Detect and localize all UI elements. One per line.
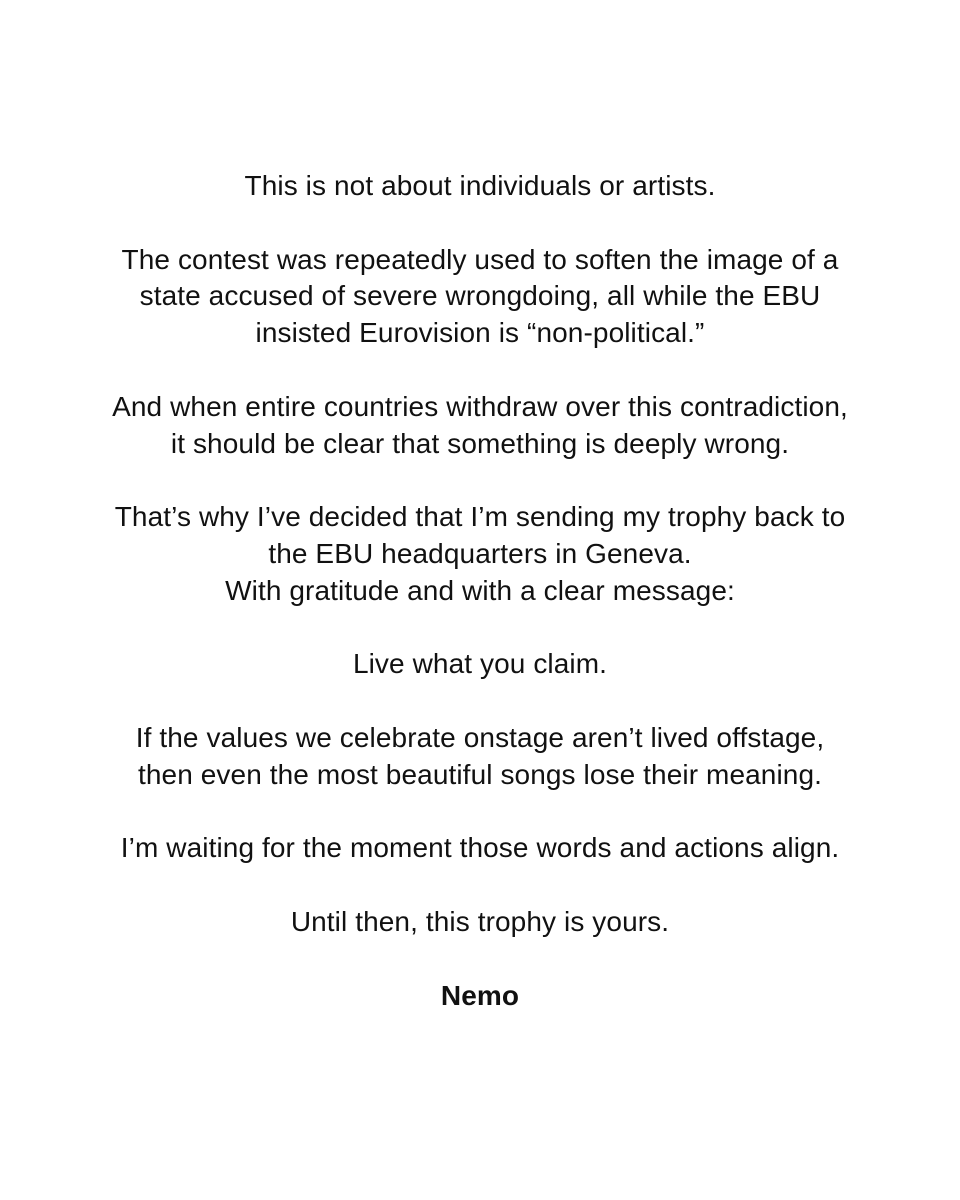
paragraph-values xyxy=(0,720,960,794)
paragraph-trophy xyxy=(0,499,960,609)
statement-line: it should be clear that something is deeply wrong. xyxy=(170,427,790,459)
paragraph-until xyxy=(0,904,960,941)
statement-line: And when entire countries withdraw over this contradiction, xyxy=(112,390,848,422)
statement-line: the EBU headquarters in Geneva. xyxy=(268,537,692,569)
statement-line: I’m waiting for the moment those words and actions align. xyxy=(120,832,840,864)
paragraph-message xyxy=(0,646,960,683)
paragraph-waiting xyxy=(0,830,960,867)
paragraph-contest xyxy=(0,242,960,352)
paragraph-intro xyxy=(0,168,960,205)
statement-line: With gratitude and with a clear message: xyxy=(225,574,735,606)
statement-line: That’s why I’ve decided that I’m sending my trophy back to xyxy=(114,501,846,533)
statement-line: state accused of severe wrongdoing, all while the EBU xyxy=(139,280,821,312)
statement-text xyxy=(0,168,960,1014)
signature-name: Nemo xyxy=(440,979,520,1011)
statement-line: If the values we celebrate onstage aren’t lived offstage, xyxy=(135,721,825,753)
statement-line: This is not about individuals or artists. xyxy=(244,170,716,201)
statement-line: then even the most beautiful songs lose their meaning. xyxy=(137,758,823,790)
statement-line: The contest was repeatedly used to soften the image of a xyxy=(121,243,839,275)
signature xyxy=(0,978,960,1015)
paragraph-withdraw xyxy=(0,389,960,463)
statement-line: insisted Eurovision is “non-political.” xyxy=(255,317,705,349)
statement-line: Live what you claim. xyxy=(352,648,608,680)
statement-line: Until then, this trophy is yours. xyxy=(290,905,670,937)
